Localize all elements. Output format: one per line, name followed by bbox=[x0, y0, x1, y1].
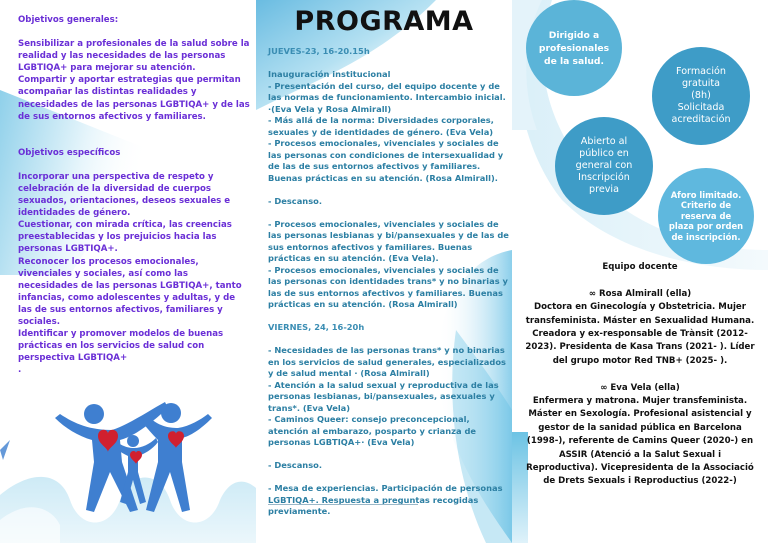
info-circle-open-public bbox=[555, 117, 653, 215]
circle-text: general con bbox=[575, 160, 633, 171]
member-name: ∞ Eva Vela (ella) bbox=[600, 382, 680, 393]
circle-text: Criterio de bbox=[680, 200, 732, 211]
family-hearts-icon bbox=[50, 400, 220, 520]
circle-text: Inscripción bbox=[578, 172, 630, 183]
program-item: - Mesa de experiencias. Participación de personas LGBTIQA+. Respuesta a preguntas recogidas previamente. bbox=[268, 483, 503, 516]
general-objective: Sensibilizar a profesionales de la salud sobre la realidad y las necesidades de las personas LGBTIQA+ para mejorar su atención. bbox=[18, 39, 250, 74]
team-title: Equipo docente bbox=[602, 262, 678, 272]
general-objective: Compartir y aportar estrategias que permitan acompañar las distintas realidades y necesidades de las personas LGBTIQA+ y de las de sus entornos afectivos y familiares. bbox=[18, 75, 250, 122]
circle-text: plaza por orden bbox=[668, 221, 744, 232]
circle-text: Formación bbox=[676, 66, 726, 77]
day2-header: VIERNES, 24, 16-20h bbox=[268, 322, 365, 332]
day1-header: JUEVES-23, 16-20.15h bbox=[268, 46, 370, 56]
day1-opening: Inauguración institucional bbox=[268, 69, 391, 79]
program-item: - Más allá de la norma: Diversidades corporales, sexuales y de identidades de género. (Eva Vela) bbox=[268, 115, 494, 137]
circle-text: Solicitada bbox=[677, 102, 725, 113]
circle-text: previa bbox=[589, 184, 619, 195]
day2-break: - Descanso. bbox=[268, 460, 322, 470]
specific-objective: Incorporar una perspectiva de respeto y celebración de la diversidad de cuerpos sexuados, orientaciones, deseos sexuales e identidades de género. bbox=[18, 171, 231, 219]
objectives-text bbox=[18, 14, 250, 376]
program-item: - Presentación del curso, del equipo docente y de las normas de funcionamiento. Intercambio inicial. ·(Eva Vela y Rosa Almirall) bbox=[268, 80, 506, 114]
circle-text: reserva de bbox=[680, 210, 732, 221]
objectives-panel bbox=[0, 0, 256, 543]
program-item: - Procesos emocionales, vivenciales y sociales de las personas con identidades trans* y no binarias y las de sus entornos afectivos y familiares. Buenas prácticas en su atención. (Rosa Almirall) bbox=[268, 264, 508, 309]
circle-text: Dirigido a bbox=[548, 29, 600, 41]
circle-text: de la salud. bbox=[544, 55, 604, 67]
circle-text: público en bbox=[579, 148, 629, 159]
program-item: - Procesos emocionales, vivenciales y sociales de las personas con condiciones de intersexualidad y de las de sus entornos afectivos y familiares. Buenas prácticas en su atención. (Rosa Almirall). bbox=[268, 138, 504, 183]
circle-text: gratuita bbox=[681, 78, 721, 89]
program-title: PROGRAMA bbox=[294, 6, 474, 37]
specific-objective: Cuestionar, con mirada crítica, las creencias preestablecidas y los prejuicios hacia las personas LGBTIQA+. bbox=[18, 220, 232, 255]
info-circle-limited-capacity bbox=[658, 168, 754, 264]
info-circle-free-training bbox=[652, 47, 750, 145]
circle-text: profesionales bbox=[538, 42, 610, 54]
info-panel bbox=[512, 0, 768, 543]
divider-line bbox=[268, 504, 418, 505]
specific-objective: Identificar y promover modelos de buenas prácticas en los servicios de salud con perspectiva LGBTIQA+ bbox=[18, 329, 224, 364]
info-circle-audience bbox=[526, 0, 622, 96]
trailing-dot: . bbox=[18, 365, 22, 376]
circle-text: (8h) bbox=[691, 90, 711, 101]
day1-break: - Descanso. bbox=[268, 195, 322, 206]
program-item: - Necesidades de las personas trans* y no binarias en los servicios de salud generales, especializados y de salud mental · (Rosa Almirall) bbox=[268, 345, 506, 378]
specific-objective: Reconocer los procesos emocionales, vivenciales y sociales, así como las necesidades de las personas LGBTIQA+, tanto infancias, como adolescentes y adultas, y de las de sus entornos afectivos, familiares y sociales. bbox=[18, 256, 242, 327]
program-item: - Atención a la salud sexual y reproductiva de las personas lesbianas, bi/pansexuales, asexuales y trans*. (Eva Vela) bbox=[268, 379, 499, 413]
member-bio: Enfermera y matrona. Mujer transfeminista. Máster en Sexología. Profesional asistencial y gestor de la sanidad pública en Barcelona (1998-), referente de Camins Queer (2020-) en ASSIR (Atenció a la Salut Sexual i Reproductiva). Vicepresidenta de la Associació de Drets Sexuals i Reproductius (2022-) bbox=[526, 396, 754, 487]
general-objectives-title: Objetivos generales: bbox=[18, 15, 119, 25]
member-name: ∞ Rosa Almirall (ella) bbox=[588, 288, 692, 299]
specific-objectives-title: Objetivos específicos bbox=[18, 147, 121, 158]
program-schedule bbox=[268, 46, 510, 518]
circle-text: de inscripción. bbox=[671, 231, 741, 242]
member-bio: Doctora en Ginecología y Obstetricia. Mujer transfeminista. Máster en Sexualidad Humana. Creadora y ex-responsable de Trànsit (2012-2023). Presidenta de Kasa Trans (2021- ). Líder del grupo motor Red TNB+ (2025- ). bbox=[525, 302, 755, 366]
circle-text: Abierto al bbox=[580, 136, 628, 147]
program-item: - Procesos emocionales, vivenciales y sociales de las personas lesbianas y bi/pansexuales y de las de sus entornos afectivos y familiares. Buenas prácticas en su atención. (Eva Vela). bbox=[268, 218, 509, 263]
program-panel bbox=[256, 0, 512, 543]
circle-text: Aforo limitado. bbox=[670, 189, 742, 200]
circle-text: acreditación bbox=[671, 114, 731, 125]
program-item: - Caminos Queer: consejo preconcepcional, atención al embarazo, posparto y crianza de personas LGBTIQA+· (Eva Vela) bbox=[268, 414, 477, 447]
teaching-team bbox=[522, 261, 758, 489]
